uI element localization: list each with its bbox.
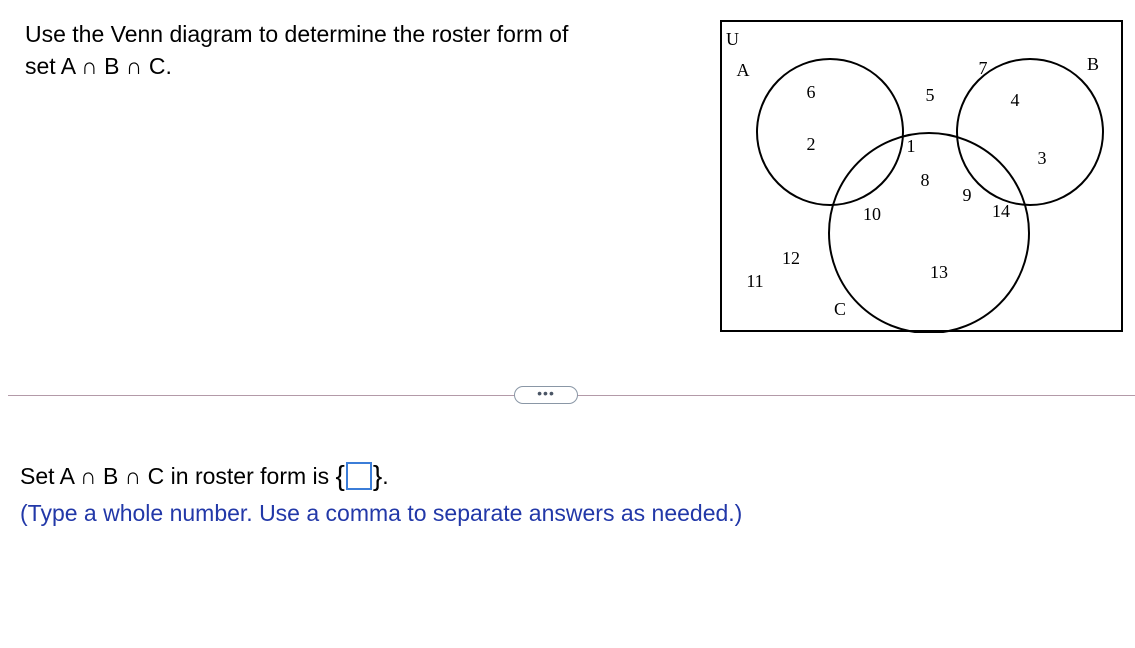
question-line-1: Use the Venn diagram to determine the roster form of <box>25 21 569 47</box>
region-b-only-value: 4 <box>1010 90 1020 110</box>
close-brace: } <box>372 460 383 491</box>
open-brace: { <box>335 460 345 491</box>
circle-b <box>957 59 1103 205</box>
region-abc-value: 8 <box>920 170 930 190</box>
answer-period: . <box>382 463 389 489</box>
region-abc-value: 1 <box>906 136 916 156</box>
region-c-only-value: 13 <box>930 262 948 282</box>
set-b-label: B <box>1086 54 1100 74</box>
region-outside-value: 11 <box>746 271 764 291</box>
answer-statement <box>20 460 389 492</box>
region-a-only-value: 6 <box>806 82 816 102</box>
question-text <box>25 18 665 82</box>
answer-prefix: Set A ∩ B ∩ C in roster form is <box>20 463 330 489</box>
set-c-label: C <box>833 299 847 319</box>
region-b-only-value: 3 <box>1037 148 1047 168</box>
circle-a <box>757 59 903 205</box>
answer-hint: (Type a whole number. Use a comma to separate answers as needed.) <box>20 500 743 526</box>
region-a-only-value: 2 <box>806 134 816 154</box>
question-line-2: set A ∩ B ∩ C. <box>25 53 172 79</box>
region-bc-value: 14 <box>992 201 1010 221</box>
region-ab-value: 5 <box>925 85 935 105</box>
region-b-only-value: 7 <box>978 58 988 78</box>
answer-input[interactable] <box>346 462 372 490</box>
region-ac-value: 10 <box>863 204 881 224</box>
expand-more-button[interactable]: ••• <box>514 386 578 404</box>
set-a-label: A <box>736 60 750 80</box>
universal-label: U <box>726 29 739 49</box>
circle-c <box>829 133 1029 333</box>
region-bc-value: 9 <box>962 185 972 205</box>
region-outside-value: 12 <box>782 248 800 268</box>
venn-diagram <box>720 20 1123 333</box>
